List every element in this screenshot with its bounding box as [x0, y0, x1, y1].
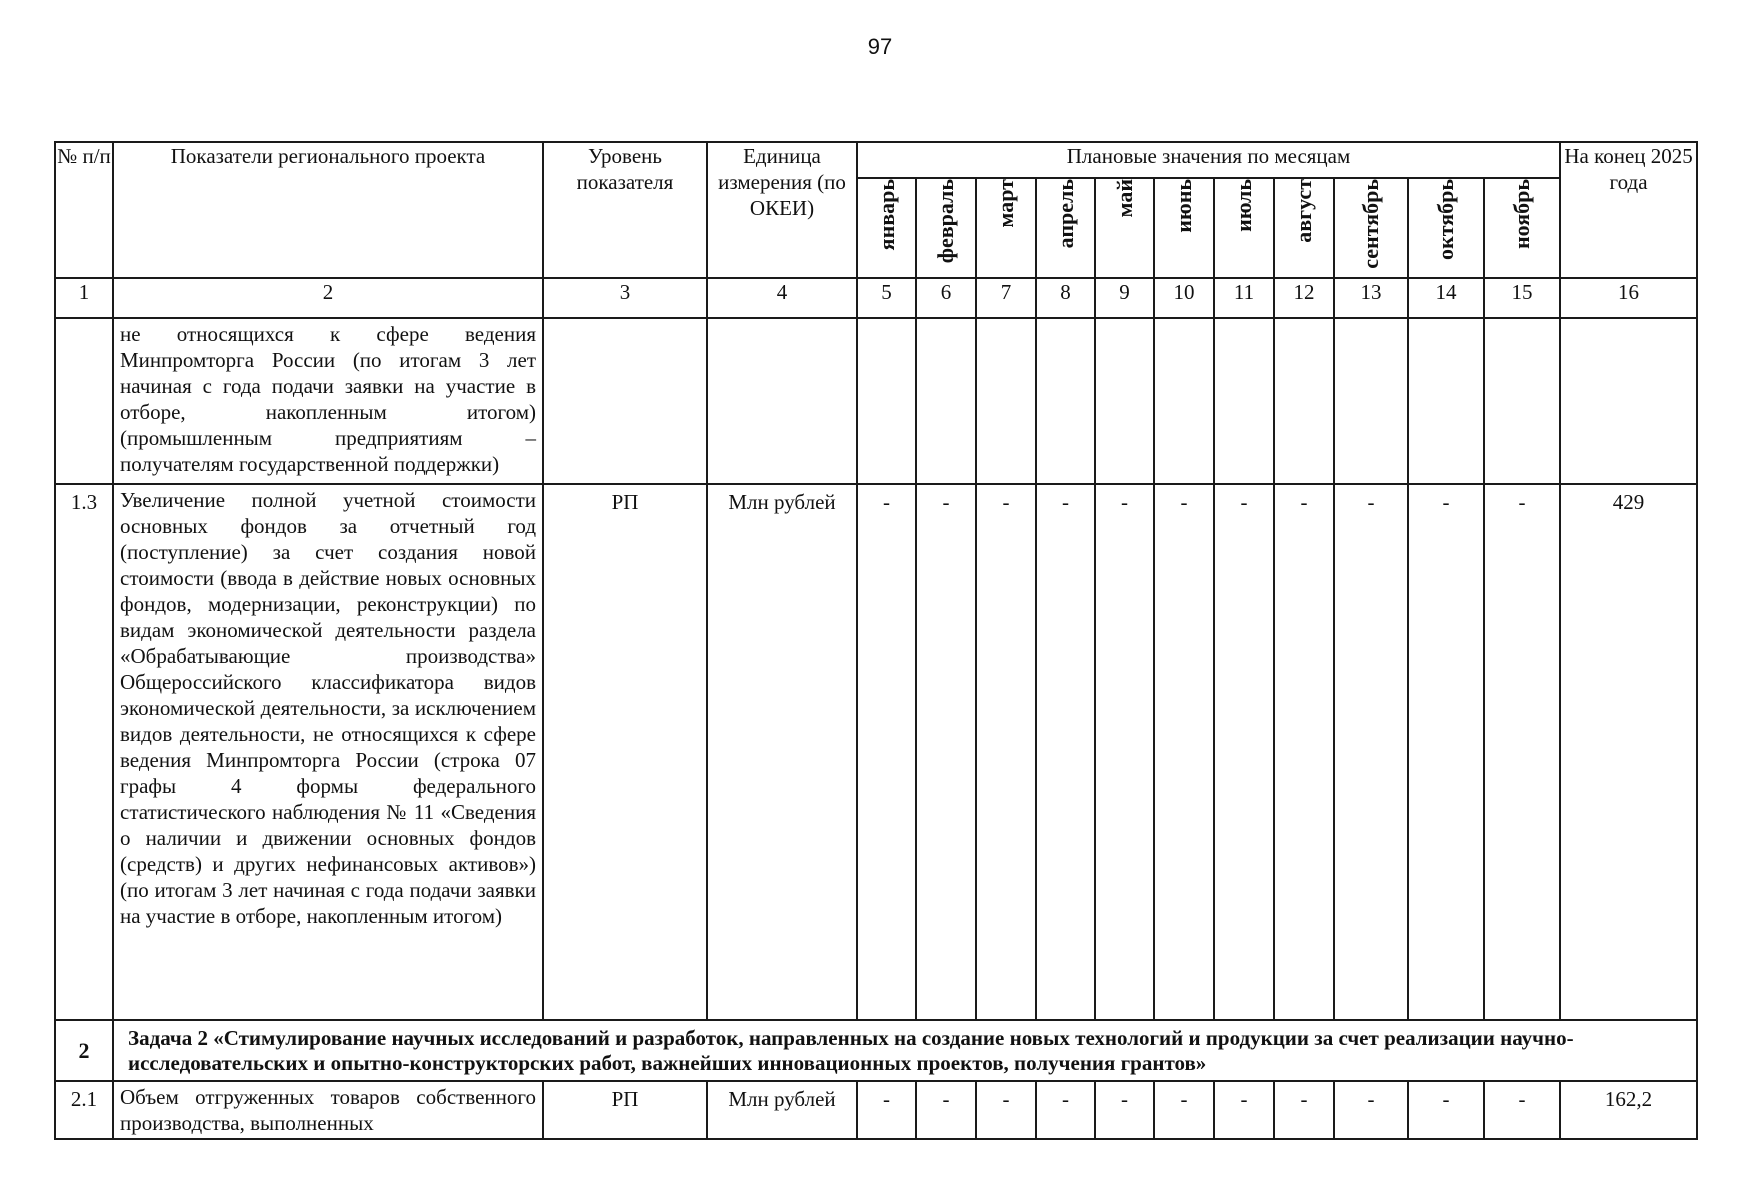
- header-end-of-year: На конец 2025 года: [1560, 142, 1697, 278]
- month-value: -: [1274, 1081, 1334, 1139]
- month-header: [916, 178, 976, 278]
- header-num: № п/п: [55, 142, 113, 278]
- column-number: 8: [1036, 278, 1095, 318]
- month-label: апрель: [1052, 179, 1078, 249]
- cell-month: [1095, 318, 1154, 484]
- month-value: -: [916, 1081, 976, 1139]
- column-number: 14: [1408, 278, 1484, 318]
- cell-month: [1214, 318, 1274, 484]
- cell-month: [857, 318, 916, 484]
- column-number: 3: [543, 278, 707, 318]
- month-value: -: [916, 484, 976, 1020]
- column-number: 11: [1214, 278, 1274, 318]
- month-value: -: [1095, 484, 1154, 1020]
- column-number: 5: [857, 278, 916, 318]
- month-value: -: [1154, 484, 1214, 1020]
- column-number: 13: [1334, 278, 1408, 318]
- cell-month: [1408, 318, 1484, 484]
- header-unit: Единица измерения (по ОКЕИ): [707, 142, 857, 278]
- indicator-level: РП: [543, 1081, 707, 1139]
- header-monthly: Плановые значения по месяцам: [857, 142, 1560, 178]
- month-value: -: [1036, 484, 1095, 1020]
- month-label: март: [993, 179, 1018, 228]
- column-number: 16: [1560, 278, 1697, 318]
- month-value: -: [1095, 1081, 1154, 1139]
- month-label: июнь: [1171, 179, 1196, 233]
- table-row-2-1: [55, 1081, 1697, 1139]
- table-row-task-2: [55, 1020, 1697, 1081]
- month-value: -: [1214, 1081, 1274, 1139]
- month-header: [1274, 178, 1334, 278]
- cell-month: [1154, 318, 1214, 484]
- month-value: -: [976, 1081, 1036, 1139]
- header-level: Уровень показателя: [543, 142, 707, 278]
- cell-month: [1484, 318, 1560, 484]
- end-of-year-value: 429: [1560, 484, 1697, 1020]
- month-value: -: [976, 484, 1036, 1020]
- month-header: [857, 178, 916, 278]
- page-number: 97: [867, 34, 893, 59]
- indicator-level: РП: [543, 484, 707, 1020]
- month-header: [976, 178, 1036, 278]
- header-indicators: Показатели регионального проекта: [113, 142, 543, 278]
- row-number: 2.1: [55, 1081, 113, 1139]
- column-number: 15: [1484, 278, 1560, 318]
- month-label: сентябрь: [1358, 179, 1383, 269]
- cell-level: [543, 318, 707, 484]
- column-number: 6: [916, 278, 976, 318]
- month-value: -: [1408, 484, 1484, 1020]
- column-number: 9: [1095, 278, 1154, 318]
- indicator-unit: Млн рублей: [707, 484, 857, 1020]
- column-number: 7: [976, 278, 1036, 318]
- column-number: 4: [707, 278, 857, 318]
- row-number: 1.3: [55, 484, 113, 1020]
- cell-num: [55, 318, 113, 484]
- table-row-1-3: [55, 484, 1697, 1020]
- month-value: -: [857, 1081, 916, 1139]
- cell-month: [1334, 318, 1408, 484]
- month-label: август: [1291, 179, 1316, 243]
- month-value: -: [1154, 1081, 1214, 1139]
- month-value: -: [1408, 1081, 1484, 1139]
- indicator-text: Увеличение полной учетной стоимости основных фондов за отчетный год (поступление) за счет создания новой стоимости (ввода в действие новых основных фондов, модернизации, реконструкции) по видам экономической деятельности раздела «Обрабатывающие производства» Общероссийского классификатора видов экономической деятельности, за исключением видов деятельности, не относящихся к сфере ведения Минпромторга России (строка 07 графы 4 формы федерального статистического наблюдения № 11 «Сведения о наличии и движении основных фондов (средств) и других нефинансовых активов») (по итогам 3 лет начиная с года подачи заявки на участие в отборе, накопленным итогом): [113, 484, 543, 1020]
- month-value: -: [857, 484, 916, 1020]
- cell-end: [1560, 318, 1697, 484]
- cell-month: [976, 318, 1036, 484]
- indicator-text: не относящихся к сфере ведения Минпромторга России (по итогам 3 лет начиная с года подачи заявки на участие в отборе, накопленным итогом) (промышленным предприятиям – получателям государственной поддержки): [113, 318, 543, 484]
- cell-month: [1274, 318, 1334, 484]
- month-header: [1334, 178, 1408, 278]
- month-value: -: [1214, 484, 1274, 1020]
- indicator-unit: Млн рублей: [707, 1081, 857, 1139]
- month-header: [1408, 178, 1484, 278]
- month-header: [1214, 178, 1274, 278]
- task-title: Задача 2 «Стимулирование научных исследований и разработок, направленных на создание новых технологий и продукции за счет реализации научно-исследовательских и опытно-конструкторских работ, важнейших инновационных проектов, получения грантов»: [113, 1020, 1697, 1081]
- month-label: июль: [1231, 179, 1256, 232]
- month-value: -: [1334, 1081, 1408, 1139]
- task-number: 2: [55, 1020, 113, 1081]
- month-header: [1095, 178, 1154, 278]
- month-value: -: [1484, 1081, 1560, 1139]
- column-number: 10: [1154, 278, 1214, 318]
- table-row-continuation: [55, 318, 1697, 484]
- month-label: май: [1111, 179, 1137, 218]
- column-number-row: [55, 278, 1697, 318]
- month-value: -: [1484, 484, 1560, 1020]
- month-label: октябрь: [1433, 179, 1458, 260]
- month-label: январь: [873, 179, 899, 251]
- month-value: -: [1036, 1081, 1095, 1139]
- column-number: 1: [55, 278, 113, 318]
- cell-month: [1036, 318, 1095, 484]
- month-header: [1036, 178, 1095, 278]
- month-value: -: [1334, 484, 1408, 1020]
- month-value: -: [1274, 484, 1334, 1020]
- end-of-year-value: 162,2: [1560, 1081, 1697, 1139]
- column-number: 2: [113, 278, 543, 318]
- month-header: [1484, 178, 1560, 278]
- cell-unit: [707, 318, 857, 484]
- indicator-text: Объем отгруженных товаров собственного производства, выполненных: [113, 1081, 543, 1139]
- month-label: ноябрь: [1509, 179, 1535, 250]
- month-header: [1154, 178, 1214, 278]
- cell-month: [916, 318, 976, 484]
- month-label: февраль: [933, 179, 958, 264]
- plan-table: [54, 141, 1698, 1140]
- column-number: 12: [1274, 278, 1334, 318]
